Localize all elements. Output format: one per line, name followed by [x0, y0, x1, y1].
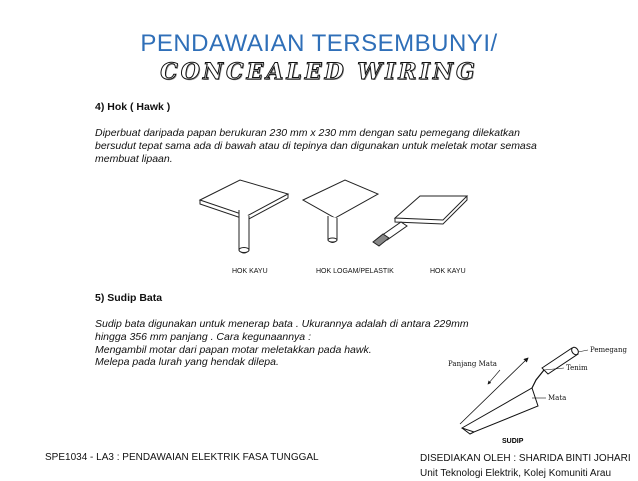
caption-hok-kayu-1: HOK KAYU: [232, 268, 268, 275]
section-text-hok: Diperbuat daripada papan berukuran 230 mm x 230 mm dengan satu pemegang dilekatkan bersudut tepat sama ada di bawah atau di tepinya dan digunakan untuk meletak motar semasa membuat lipaan.: [95, 127, 537, 165]
footer-author: [420, 451, 631, 481]
caption-hok-logam: HOK LOGAM/PELASTIK: [316, 268, 394, 275]
footer-course: SPE1034 - LA3 : PENDAWAIAN ELEKTRIK FASA TUNGGAL: [45, 452, 319, 463]
sudip-text-line: hingga 356 mm panjang . Cara kegunaannya :: [95, 330, 311, 343]
sudip-text-line: Mengambil motar dari papan motar meletakkan pada hawk.: [95, 343, 372, 356]
section-heading-sudip: 5) Sudip Bata: [95, 292, 163, 304]
label-mata: Mata: [548, 394, 567, 402]
page-subtitle: CONCEALED WIRING: [160, 59, 478, 85]
footer-institution-line: Unit Teknologi Elektrik, Kolej Komuniti Arau: [420, 468, 612, 479]
page-title: PENDAWAIAN TERSEMBUNYI/: [140, 30, 498, 57]
label-tenim: Tenim: [566, 364, 588, 372]
trowel-diagram: [440, 340, 625, 445]
sudip-text-line: Sudip bata digunakan untuk menerap bata . Ukurannya adalah di antara 229mm: [95, 318, 469, 330]
side-handle-hawk-drawing: [373, 196, 467, 246]
section-heading-hok: 4) Hok ( Hawk ): [95, 101, 171, 113]
label-sudip-caption: SUDIP: [502, 438, 524, 445]
wooden-hawk-drawing: [200, 180, 288, 253]
sudip-text-line: Melepa pada lurah yang hendak dilepa.: [95, 356, 279, 369]
label-pemegang: Pemegang: [590, 346, 627, 354]
footer-author-line: DISEDIAKAN OLEH : SHARIDA BINTI JOHARI: [420, 453, 631, 464]
hawk-illustration-group: [195, 178, 475, 268]
metal-plastic-hawk-drawing: [303, 180, 378, 243]
label-panjang-mata: Panjang Mata: [448, 360, 497, 368]
caption-hok-kayu-2: HOK KAYU: [430, 268, 466, 275]
